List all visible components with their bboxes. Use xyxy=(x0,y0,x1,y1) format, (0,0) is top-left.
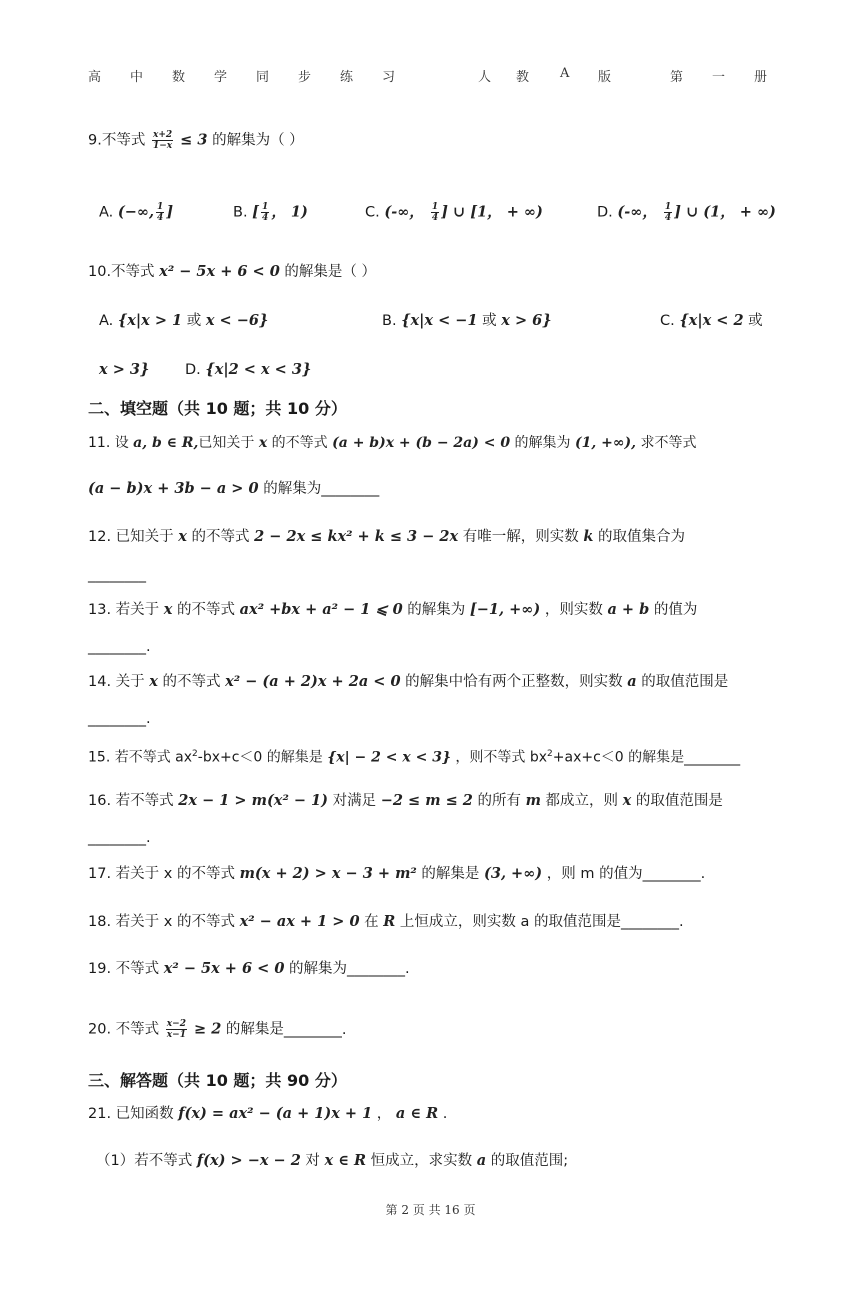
q12-math: k xyxy=(583,528,594,545)
header-title-char: 中 xyxy=(130,70,144,85)
option-label: D. xyxy=(597,204,618,221)
option-math: x > 3} xyxy=(99,361,150,378)
option-fraction xyxy=(156,202,164,223)
q11-text: 的解集为 xyxy=(258,481,322,497)
q11-text: 已知关于 xyxy=(198,435,259,451)
answer-blank: ________. xyxy=(88,830,151,846)
q12-text: 的不等式 xyxy=(186,529,255,545)
answer-blank: ________ xyxy=(321,481,380,497)
header-volume-char: 第 xyxy=(670,70,684,85)
option-math-pre: [ xyxy=(252,203,260,221)
q21-1-text: 的取值范围; xyxy=(486,1153,569,1169)
q17-text: ，则 m 的值为 xyxy=(542,866,643,882)
q14-text: 的不等式 xyxy=(157,674,226,690)
q15-superscript: 2 xyxy=(192,749,198,759)
q21-text: ， xyxy=(372,1106,396,1122)
option-label: C. xyxy=(660,313,680,329)
q18-text: 在 xyxy=(359,914,384,930)
answer-blank: ________ xyxy=(88,567,146,583)
option-label: A. xyxy=(99,204,118,221)
option-math-post: ] ∪ [1， + ∞) xyxy=(441,203,543,221)
header-publisher-char: A xyxy=(560,66,570,81)
q9-frac-den: 1−x xyxy=(152,141,173,151)
q15-text: +ax+c＜0 的解集是 xyxy=(552,749,685,766)
option-math: x < −6} xyxy=(205,312,269,329)
q13-text: 13. 若关于 xyxy=(88,602,164,618)
option-math-post: ] ∪ (1， + ∞) xyxy=(674,203,776,221)
header-title-char: 练 xyxy=(340,70,354,85)
question-15 xyxy=(88,744,740,768)
option-label: B. xyxy=(233,204,253,221)
option-label: C. xyxy=(365,204,385,221)
header-title-char: 习 xyxy=(382,70,396,85)
answer-blank: ________ xyxy=(684,749,741,766)
q20-fraction xyxy=(166,1019,187,1040)
option-math: x > 6} xyxy=(501,312,552,329)
frac-den: 4 xyxy=(431,213,439,223)
header-volume-char: 册 xyxy=(754,70,768,85)
q21-text: . xyxy=(438,1106,448,1122)
q16-text: 对满足 xyxy=(328,793,381,809)
q12-math: x xyxy=(178,528,187,545)
question-20 xyxy=(88,1019,347,1040)
answer-blank: ________. xyxy=(621,914,684,930)
q21-1-math: x ∈ R xyxy=(324,1152,367,1169)
q9-option-a xyxy=(99,202,173,223)
question-12 xyxy=(88,527,685,547)
q19-math: x² − 5x + 6 < 0 xyxy=(163,960,285,977)
q17-text: 的解集是 xyxy=(416,866,485,882)
header-title-char: 高 xyxy=(88,70,102,85)
option-math: {x|2 < x < 3} xyxy=(205,361,312,378)
question-11 xyxy=(88,433,696,453)
q13-text: 的不等式 xyxy=(172,602,240,618)
q14-math: a xyxy=(627,673,637,690)
header-title-char: 数 xyxy=(172,70,186,85)
q11-math: x xyxy=(258,435,268,451)
q15-text: 15. 若不等式 ax xyxy=(88,749,193,766)
frac-den: x−1 xyxy=(166,1030,186,1040)
q10-option-c-cont xyxy=(99,360,149,380)
question-14 xyxy=(88,672,728,692)
question-13-cont xyxy=(88,637,151,657)
page-number: 第 2 页 共 16 页 xyxy=(385,1203,476,1217)
q18-math: R xyxy=(383,913,396,930)
q16-text: 的所有 xyxy=(472,793,526,809)
frac-den: 4 xyxy=(664,213,672,223)
question-17 xyxy=(88,864,705,884)
q13-math: ax² +bx + a² − 1 ⩽ 0 xyxy=(239,601,403,618)
option-fraction xyxy=(664,202,672,223)
answer-blank: ________. xyxy=(283,1021,347,1038)
q11-text: 的不等式 xyxy=(267,435,333,451)
q13-math: [−1, +∞) xyxy=(469,601,541,618)
q21-1-math: a xyxy=(476,1152,487,1169)
q9-option-d xyxy=(597,202,776,223)
option-math-post: ] xyxy=(166,203,174,221)
q16-math: 2x − 1 > m(x² − 1) xyxy=(178,792,328,809)
q9-fraction xyxy=(152,130,173,151)
option-or: 或 xyxy=(182,313,206,329)
q11-math: (1, +∞), xyxy=(575,435,637,451)
answer-blank: ________. xyxy=(347,961,410,977)
q11-text: 的解集为 xyxy=(510,435,575,451)
answer-blank: ________. xyxy=(88,639,151,655)
q14-text: 的取值范围是 xyxy=(636,674,729,690)
q17-text: 17. 若关于 x 的不等式 xyxy=(88,866,240,882)
frac-den: 4 xyxy=(157,213,164,223)
header-title-char: 学 xyxy=(214,70,228,85)
q16-math: x xyxy=(622,792,632,809)
q10-option-b xyxy=(382,311,552,331)
q9-option-c xyxy=(365,202,543,223)
q14-text: 14. 关于 xyxy=(88,674,150,690)
frac-num: 1 xyxy=(157,202,164,212)
q15-text: ，则不等式 bx xyxy=(450,749,548,766)
option-fraction xyxy=(431,202,439,223)
header-title-char: 步 xyxy=(298,70,312,85)
q9-math-rel: ≤ 3 xyxy=(175,131,208,149)
q13-math: x xyxy=(163,601,173,618)
question-14-cont xyxy=(88,709,151,729)
option-label: B. xyxy=(382,313,402,329)
q17-math: m(x + 2) > x − 3 + m² xyxy=(239,865,417,882)
q18-math: x² − ax + 1 > 0 xyxy=(239,913,360,930)
q16-math: m xyxy=(525,792,541,809)
q12-math: 2 − 2x ≤ kx² + k ≤ 3 − 2x xyxy=(254,528,459,545)
q12-text: 的取值集合为 xyxy=(593,529,685,545)
question-13 xyxy=(88,600,697,620)
q21-math: a ∈ R xyxy=(395,1105,439,1122)
q17-math: (3, +∞) xyxy=(484,865,543,882)
q20-text: 20. 不等式 xyxy=(88,1021,164,1038)
option-math-pre: (-∞， xyxy=(617,203,662,221)
option-math-pre: (−∞, xyxy=(117,203,155,221)
q21-text: 21. 已知函数 xyxy=(88,1106,179,1122)
q10-math: x² − 5x + 6 < 0 xyxy=(159,263,280,280)
option-math: {x|x > 1 xyxy=(117,312,183,329)
q11-math: (a − b)x + 3b − a > 0 xyxy=(88,480,259,497)
q14-text: 的解集中恰有两个正整数，则实数 xyxy=(400,674,628,690)
q10-option-c xyxy=(660,311,763,331)
frac-num: 1 xyxy=(262,202,269,212)
q14-math: x xyxy=(149,673,158,690)
question-9 xyxy=(88,130,304,151)
q10-prefix: 10.不等式 xyxy=(88,264,160,280)
header-publisher-char: 版 xyxy=(598,70,612,85)
q19-text: 19. 不等式 xyxy=(88,961,164,977)
q20-math: ≥ 2 xyxy=(188,1020,222,1038)
q10-option-d xyxy=(185,360,311,380)
q9-suffix: 的解集为（ ） xyxy=(207,132,304,149)
q10-suffix: 的解集是（ ） xyxy=(279,264,377,280)
q11-text: 11. 设 xyxy=(88,435,134,451)
section-heading-solutions: 三、解答题（共 10 题；共 90 分） xyxy=(88,1071,347,1090)
q20-text: 的解集是 xyxy=(221,1021,284,1038)
question-19 xyxy=(88,959,410,979)
q11-text: 求不等式 xyxy=(636,435,697,451)
question-18 xyxy=(88,912,684,932)
q21-1-text: （1）若不等式 xyxy=(96,1153,197,1169)
q9-frac-num: x+2 xyxy=(152,130,173,140)
q9-prefix: 9.不等式 xyxy=(88,132,150,149)
option-fraction xyxy=(261,202,269,223)
q15-text: -bx+c＜0 的解集是 xyxy=(197,749,328,766)
q13-text: 的解集为 xyxy=(402,602,470,618)
q18-text: 上恒成立，则实数 a 的取值范围是 xyxy=(395,914,622,930)
question-10 xyxy=(88,262,376,282)
q11-math: a, b ∈ R, xyxy=(133,435,199,451)
question-21-part-1 xyxy=(96,1151,568,1171)
q15-math: {x| − 2 < x < 3} xyxy=(327,749,451,766)
option-label: A. xyxy=(99,313,118,329)
question-16-cont xyxy=(88,828,151,848)
q12-text: 12. 已知关于 xyxy=(88,529,179,545)
question-12-cont xyxy=(88,565,146,585)
q16-text: 16. 若不等式 xyxy=(88,793,179,809)
q18-text: 18. 若关于 x 的不等式 xyxy=(88,914,240,930)
frac-den: 4 xyxy=(262,213,269,223)
option-math: {x|x < −1 xyxy=(401,312,478,329)
q13-math: a + b xyxy=(607,601,650,618)
q13-text: ，则实数 xyxy=(540,602,608,618)
q21-1-text: 恒成立，求实数 xyxy=(366,1153,477,1169)
section-heading-fill-blank: 二、填空题（共 10 题；共 10 分） xyxy=(88,399,347,418)
q16-math: −2 ≤ m ≤ 2 xyxy=(380,792,473,809)
q14-math: x² − (a + 2)x + 2a < 0 xyxy=(225,673,401,690)
answer-blank: ________. xyxy=(642,866,706,882)
q9-option-b xyxy=(233,202,308,223)
option-or: 或 xyxy=(477,313,502,329)
frac-num: 1 xyxy=(431,202,439,212)
frac-num: 1 xyxy=(664,202,672,212)
header-volume-char: 一 xyxy=(712,70,726,85)
option-math-post: ， 1) xyxy=(271,203,308,221)
q21-1-text: 对 xyxy=(300,1153,325,1169)
q10-option-a xyxy=(99,311,268,331)
q16-text: 都成立，则 xyxy=(540,793,623,809)
q12-text: 有唯一解，则实数 xyxy=(458,529,584,545)
answer-blank: ________. xyxy=(88,711,151,727)
frac-num: x−2 xyxy=(166,1019,186,1029)
option-label: D. xyxy=(185,362,206,378)
question-11-cont xyxy=(88,479,379,499)
header-title-char: 同 xyxy=(256,70,270,85)
q21-1-math: f(x) > −x − 2 xyxy=(196,1152,301,1169)
q21-math: f(x) = ax² − (a + 1)x + 1 xyxy=(178,1105,373,1122)
q13-text: 的值为 xyxy=(649,602,698,618)
header-publisher-char: 人 xyxy=(478,70,492,85)
q19-text: 的解集为 xyxy=(284,961,348,977)
question-21 xyxy=(88,1104,447,1124)
q15-superscript: 2 xyxy=(547,749,553,759)
option-or: 或 xyxy=(743,313,763,329)
header-publisher-char: 教 xyxy=(516,70,530,85)
question-16 xyxy=(88,791,723,811)
q16-text: 的取值范围是 xyxy=(631,793,723,809)
option-math: {x|x < 2 xyxy=(679,312,744,329)
q11-math: (a + b)x + (b − 2a) < 0 xyxy=(332,435,511,451)
option-math-pre: (-∞， xyxy=(384,203,429,221)
